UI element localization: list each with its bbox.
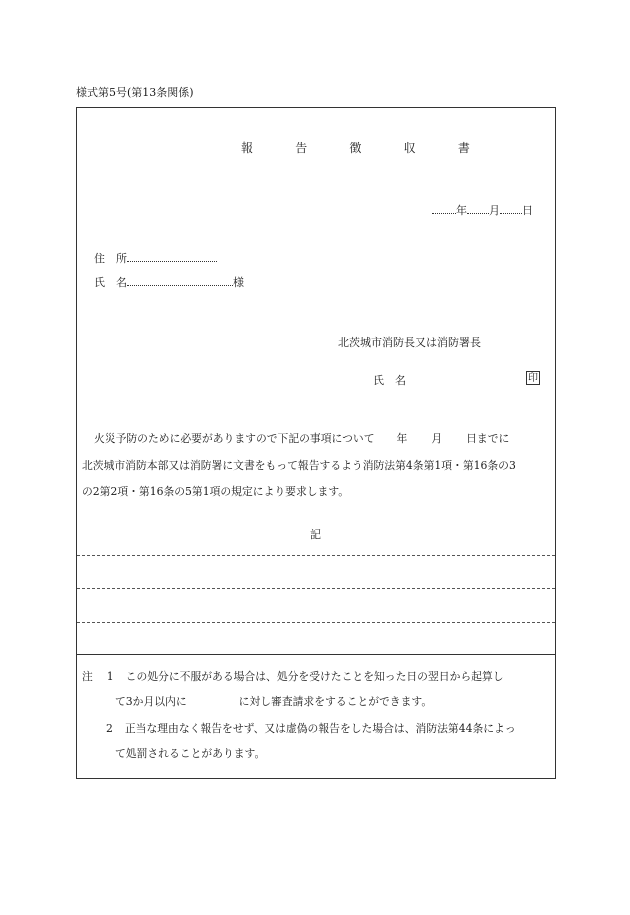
note-1-text: この処分に不服がある場合は、処分を受けたことを知った日の翌日から起算し xyxy=(125,670,504,683)
note-1-line-2b: に対し審査請求をすることができます。 xyxy=(238,695,433,708)
issuer-name-label: 氏 名 xyxy=(373,374,406,387)
entry-line-3 xyxy=(77,622,555,623)
form-number: 様式第5号(第13条関係) xyxy=(76,86,194,99)
seal-stamp: 印 xyxy=(528,373,538,384)
report-collection-form xyxy=(76,107,556,779)
recipient-name-label: 氏 名 xyxy=(94,276,127,289)
address-label: 住 所 xyxy=(94,252,127,265)
note-2-text: 正当な理由なく報告をせず、又は虚偽の報告をした場合は、消防法第44条によっ xyxy=(124,722,516,735)
recipient-name-row xyxy=(94,274,244,290)
day-blank[interactable] xyxy=(500,203,522,214)
day-label: 日 xyxy=(522,204,533,217)
body-deadline-month: 月 xyxy=(431,432,443,445)
address-row xyxy=(94,250,217,266)
note-2-line-2: て処罰されることがあります。 xyxy=(115,747,266,760)
ki-label: 記 xyxy=(310,528,321,541)
note-2-number: 2 xyxy=(106,722,113,735)
month-label: 月 xyxy=(489,204,500,217)
form-title: 報 告 徴 収 書 xyxy=(241,141,490,155)
note-2-line-1 xyxy=(106,721,516,736)
body-line-3: の2第2項・第16条の5第1項の規定により要求します。 xyxy=(82,485,350,498)
note-1-line-1 xyxy=(82,669,504,684)
entry-line-2 xyxy=(77,588,555,589)
note-1-number: 1 xyxy=(106,670,114,683)
address-field[interactable] xyxy=(127,251,217,262)
body-deadline-day: 日までに xyxy=(466,432,510,445)
recipient-name-field[interactable] xyxy=(127,275,233,286)
body-line-2: 北茨城市消防本部又は消防署に文書をもって報告するよう消防法第4条第1項・第16条の3 xyxy=(82,459,516,472)
honorific: 様 xyxy=(233,276,244,289)
note-1-line-2a: て3か月以内に xyxy=(115,695,187,708)
entry-line-1 xyxy=(77,555,555,556)
body-line-1 xyxy=(94,431,509,446)
body-deadline-year: 年 xyxy=(396,432,408,445)
year-blank[interactable] xyxy=(432,203,456,214)
body-line-1-text: 火災予防のために必要がありますので下記の事項について xyxy=(94,432,375,445)
date-line xyxy=(432,202,533,218)
year-label: 年 xyxy=(456,204,467,217)
month-blank[interactable] xyxy=(467,203,489,214)
notes-label: 注 xyxy=(82,670,93,683)
note-1-line-2 xyxy=(115,694,432,709)
issuer-office: 北茨城市消防長又は消防署長 xyxy=(338,336,481,349)
notes-divider xyxy=(77,654,555,655)
